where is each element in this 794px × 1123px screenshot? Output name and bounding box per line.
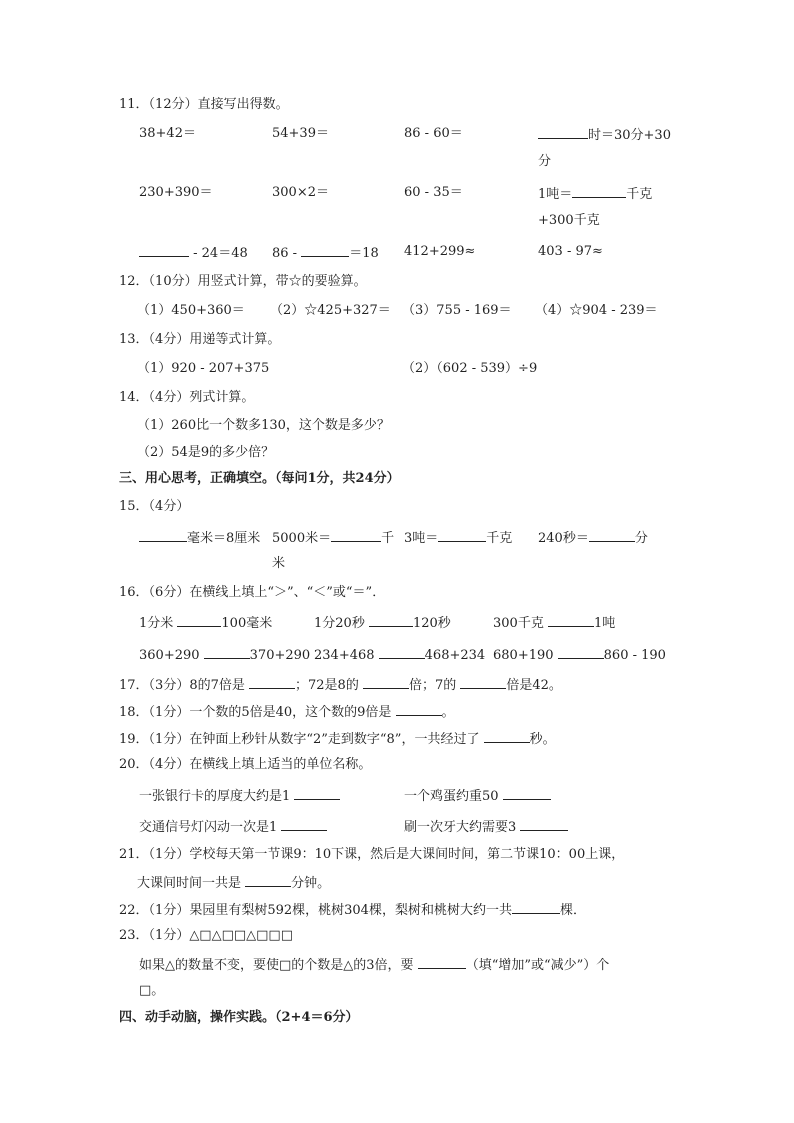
answer-blank[interactable] xyxy=(249,676,295,689)
q11-r2-b: 300×2＝ xyxy=(272,185,329,200)
answer-blank[interactable] xyxy=(177,614,221,627)
q20-c: 交通信号灯闪动一次是1 xyxy=(139,818,327,836)
answer-blank[interactable] xyxy=(548,614,594,627)
answer-blank[interactable] xyxy=(301,244,349,257)
q11-r1-d: 时＝30分+30 xyxy=(538,126,671,144)
q15-a: 毫米＝8厘米 xyxy=(139,529,260,547)
section-3-heading: 三、用心思考，正确填空。（每问1分，共24分） xyxy=(119,471,400,486)
answer-blank[interactable] xyxy=(572,185,626,198)
q16-r2-a: 360+290 370+290 xyxy=(139,648,311,663)
q11-r1-b: 54+39＝ xyxy=(272,126,329,141)
answer-blank[interactable] xyxy=(512,901,560,914)
answer-blank[interactable] xyxy=(139,244,189,257)
q13-item-1: （1）920 - 207+375 xyxy=(137,361,270,376)
answer-blank[interactable] xyxy=(484,730,530,743)
q12-item-3: （3）755 - 169＝ xyxy=(402,303,512,318)
answer-blank[interactable] xyxy=(379,646,425,659)
q12-item-4: （4）☆904 - 239＝ xyxy=(535,303,658,318)
q11-r3-a: - 24＝48 xyxy=(139,244,248,262)
q20-a: 一张银行卡的厚度大约是1 xyxy=(139,787,340,805)
answer-blank[interactable] xyxy=(558,646,604,659)
answer-blank[interactable] xyxy=(294,787,340,800)
answer-blank[interactable] xyxy=(589,529,635,542)
answer-blank[interactable] xyxy=(396,703,442,716)
answer-blank[interactable] xyxy=(363,676,409,689)
answer-blank[interactable] xyxy=(245,874,291,887)
section-4-heading: 四、动手动脑，操作实践。（2+4＝6分） xyxy=(119,1010,359,1025)
answer-blank[interactable] xyxy=(369,614,413,627)
q20-b: 一个鸡蛋约重50 xyxy=(404,787,551,805)
q13-heading: 13．（4分）用递等式计算。 xyxy=(119,332,281,347)
q16-r2-b: 234+468 468+234 xyxy=(314,648,486,663)
q15-c: 3吨＝ 千克 xyxy=(404,531,513,546)
answer-blank[interactable] xyxy=(418,956,466,969)
q11-r3-c: 412+299≈ xyxy=(404,244,476,259)
q11-r2-a: 230+390＝ xyxy=(139,185,213,200)
answer-blank[interactable] xyxy=(538,126,588,139)
answer-blank[interactable] xyxy=(139,529,187,542)
q12-heading: 12．（10分）用竖式计算，带☆的要验算。 xyxy=(119,274,367,289)
q12-item-2: （2）☆425+327＝ xyxy=(270,303,391,318)
q11-r1-d-cont: 分 xyxy=(538,154,552,169)
q15-b-cont: 米 xyxy=(272,556,286,571)
q21-line-2: 大课间时间一共是 分钟。 xyxy=(137,876,331,891)
q15-b: 5000米＝ 千 xyxy=(272,531,395,546)
answer-blank[interactable] xyxy=(520,818,568,831)
q21-line-1: 21．（1分）学校每天第一节课9：10下课，然后是大课间时间，第二节课10：00上课， xyxy=(119,847,625,862)
answer-blank[interactable] xyxy=(331,529,381,542)
q15-d: 240秒＝ 分 xyxy=(538,531,648,546)
q16-r2-c: 680+190 860 - 190 xyxy=(493,648,666,663)
q14-item-2: （2）54是9的多少倍？ xyxy=(137,445,275,460)
q14-heading: 14．（4分）列式计算。 xyxy=(119,390,255,405)
answer-blank[interactable] xyxy=(281,818,327,831)
q12-item-1: （1）450+360＝ xyxy=(137,303,245,318)
q20-heading: 20．（4分）在横线上填上适当的单位名称。 xyxy=(119,757,372,772)
q20-d: 刷一次牙大约需要3 xyxy=(404,818,568,836)
q11-r1-a: 38+42＝ xyxy=(139,126,196,141)
q11-r1-c: 86 - 60＝ xyxy=(404,126,463,141)
q23-line-2: 如果△的数量不变，要使□的个数是△的3倍，要 （填“增加”或“减少”）个 xyxy=(139,958,610,973)
q15-heading: 15．（4分） xyxy=(119,499,190,514)
q11-r3-d: 403 - 97≈ xyxy=(538,244,603,259)
q16-heading: 16．（6分）在横线上填上“＞”、“＜”或“＝”． xyxy=(119,585,386,600)
answer-blank[interactable] xyxy=(204,646,250,659)
q17: 17．（3分）8的7倍是 ；72是8的 倍；7的 倍是42。 xyxy=(119,678,562,693)
q16-r1-c: 300千克 1吨 xyxy=(493,616,616,631)
q23-line-1: 23．（1分）△□△□□△□□□ xyxy=(119,928,294,943)
q22: 22．（1分）果园里有梨树592棵，桃树304棵，梨树和桃树大约一共 棵． xyxy=(119,903,586,918)
answer-blank[interactable] xyxy=(460,676,506,689)
answer-blank[interactable] xyxy=(503,787,551,800)
q23-line-3: □。 xyxy=(139,983,165,998)
q11-r2-d-cont: +300千克 xyxy=(538,213,600,228)
q16-r1-b: 1分20秒 120秒 xyxy=(314,616,451,631)
q11-r3-b: 86 - ＝18 xyxy=(272,246,379,261)
q14-item-1: （1）260比一个数多130，这个数是多少？ xyxy=(137,418,390,433)
q13-item-2: （2）（602 - 539）÷9 xyxy=(402,361,538,376)
q18: 18．（1分）一个数的5倍是40，这个数的9倍是 。 xyxy=(119,705,455,720)
q11-r2-c: 60 - 35＝ xyxy=(404,185,463,200)
q11-heading: 11．（12分）直接写出得数。 xyxy=(119,97,289,112)
answer-blank[interactable] xyxy=(438,529,486,542)
q11-r2-d: 1吨＝ 千克 xyxy=(538,187,653,202)
q16-r1-a: 1分米 100毫米 xyxy=(139,616,273,631)
q19: 19．（1分）在钟面上秒针从数字“2”走到数字“8”，一共经过了 秒。 xyxy=(119,732,556,747)
